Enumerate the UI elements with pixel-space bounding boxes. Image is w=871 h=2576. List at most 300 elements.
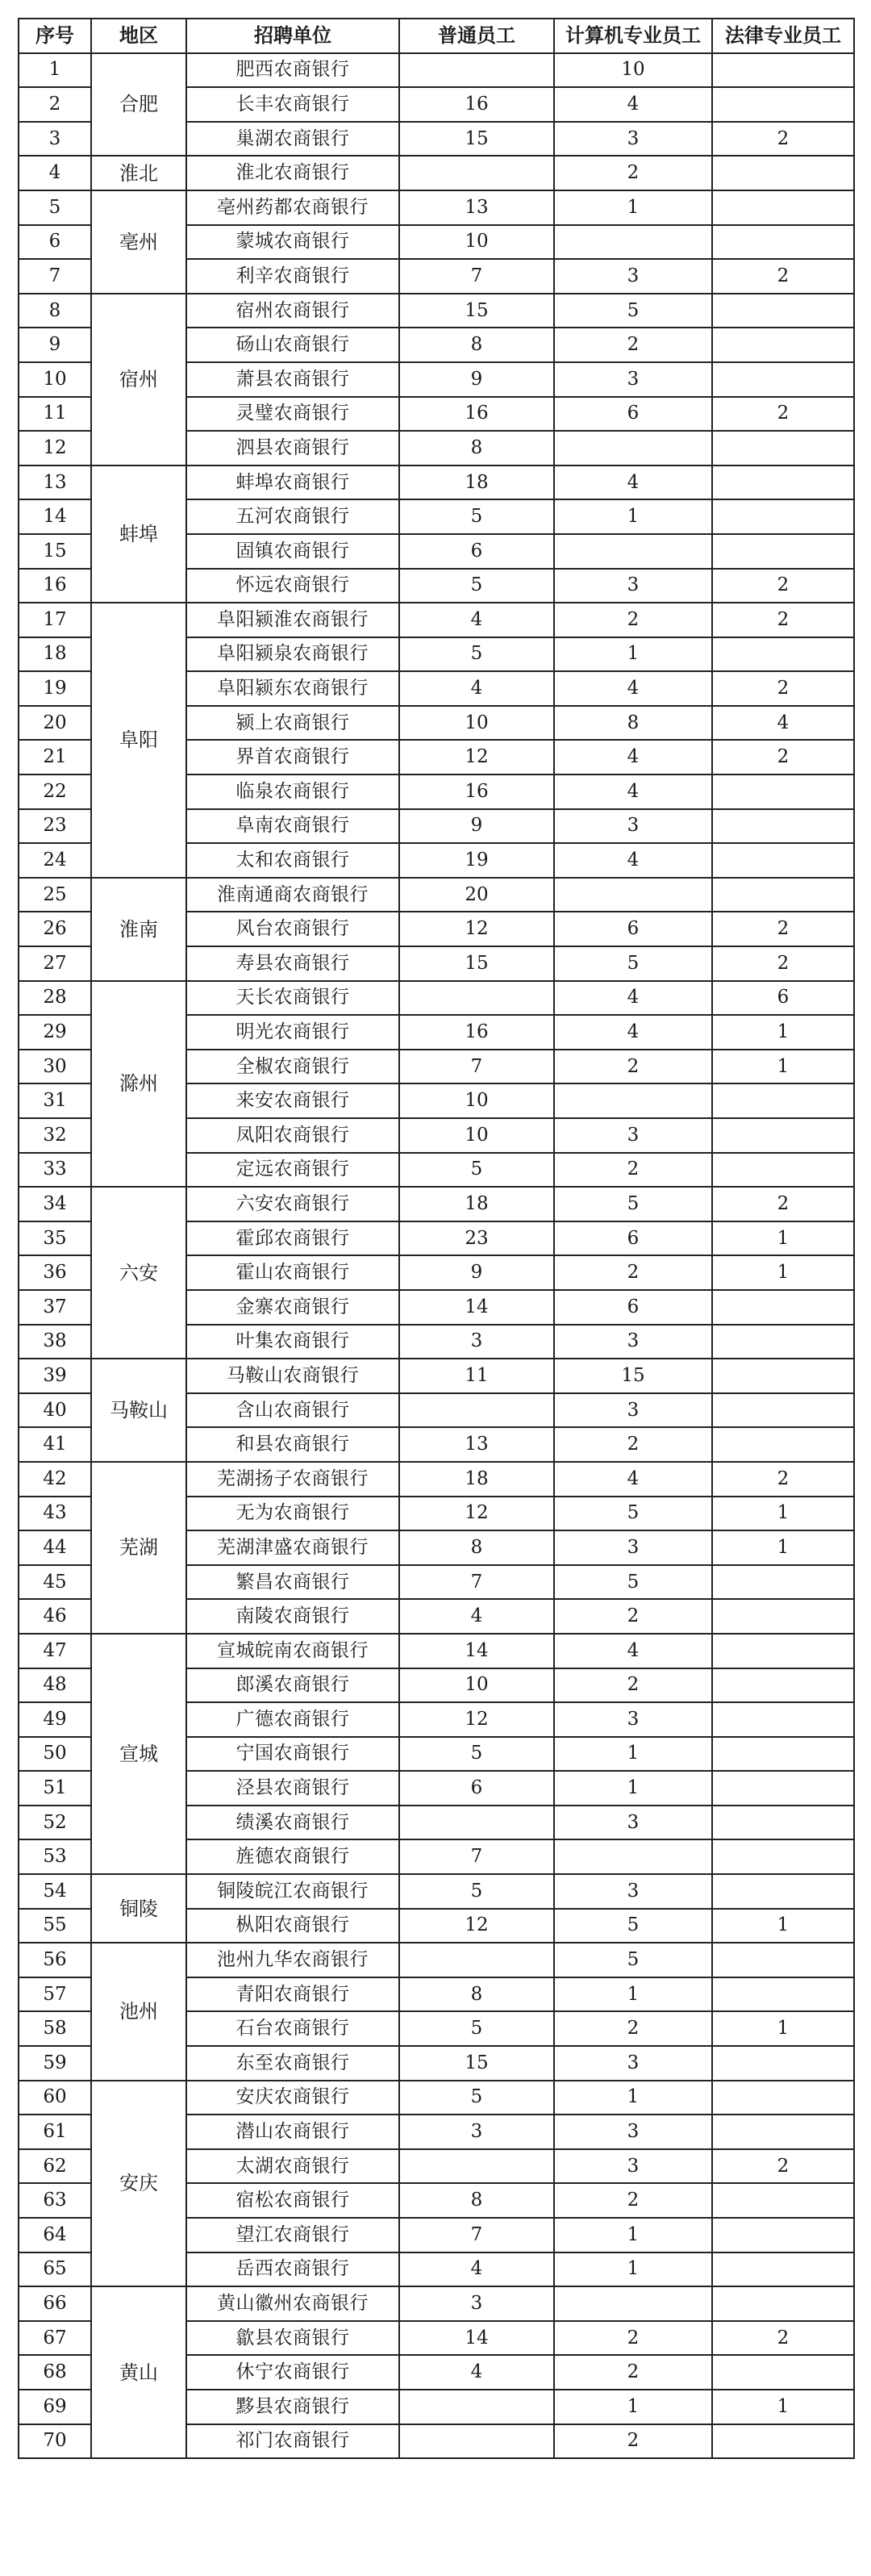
cell-ordinary: 5 xyxy=(399,569,554,603)
cell-law xyxy=(712,499,854,534)
cell-no: 32 xyxy=(19,1118,91,1153)
cell-ordinary: 6 xyxy=(399,534,554,569)
cell-law xyxy=(712,2115,854,2149)
cell-computer: 3 xyxy=(554,1325,712,1359)
cell-law xyxy=(712,2424,854,2459)
cell-unit: 利辛农商银行 xyxy=(186,259,399,294)
cell-law: 2 xyxy=(712,1462,854,1497)
cell-ordinary: 18 xyxy=(399,466,554,500)
cell-law: 2 xyxy=(712,740,854,774)
cell-unit: 马鞍山农商银行 xyxy=(186,1359,399,1393)
cell-ordinary: 9 xyxy=(399,1255,554,1290)
cell-computer: 5 xyxy=(554,1565,712,1600)
cell-unit: 寿县农商银行 xyxy=(186,946,399,981)
cell-no: 40 xyxy=(19,1393,91,1428)
cell-ordinary: 4 xyxy=(399,1599,554,1634)
cell-unit: 泾县农商银行 xyxy=(186,1771,399,1806)
cell-ordinary xyxy=(399,53,554,88)
cell-unit: 和县农商银行 xyxy=(186,1427,399,1462)
cell-law xyxy=(712,843,854,878)
cell-computer: 3 xyxy=(554,1118,712,1153)
cell-unit: 祁门农商银行 xyxy=(186,2424,399,2459)
cell-unit: 界首农商银行 xyxy=(186,740,399,774)
cell-ordinary xyxy=(399,1806,554,1840)
cell-unit: 五河农商银行 xyxy=(186,499,399,534)
cell-no: 61 xyxy=(19,2115,91,2149)
cell-law xyxy=(712,1359,854,1393)
cell-ordinary: 4 xyxy=(399,671,554,706)
cell-computer: 1 xyxy=(554,2218,712,2252)
cell-ordinary: 5 xyxy=(399,637,554,672)
cell-ordinary: 8 xyxy=(399,328,554,362)
cell-no: 16 xyxy=(19,569,91,603)
cell-law xyxy=(712,534,854,569)
cell-law: 6 xyxy=(712,981,854,1016)
cell-no: 35 xyxy=(19,1221,91,1256)
cell-law: 2 xyxy=(712,603,854,637)
cell-no: 11 xyxy=(19,397,91,432)
cell-law xyxy=(712,1771,854,1806)
cell-ordinary xyxy=(399,1943,554,1977)
cell-unit: 蒙城农商银行 xyxy=(186,225,399,260)
cell-unit: 明光农商银行 xyxy=(186,1015,399,1050)
cell-ordinary: 9 xyxy=(399,809,554,844)
cell-unit: 砀山农商银行 xyxy=(186,328,399,362)
cell-computer: 4 xyxy=(554,843,712,878)
cell-unit: 含山农商银行 xyxy=(186,1393,399,1428)
cell-unit: 广德农商银行 xyxy=(186,1702,399,1737)
cell-computer: 2 xyxy=(554,1427,712,1462)
cell-no: 46 xyxy=(19,1599,91,1634)
cell-unit: 天长农商银行 xyxy=(186,981,399,1016)
cell-law xyxy=(712,362,854,397)
cell-no: 13 xyxy=(19,466,91,500)
cell-computer: 2 xyxy=(554,1668,712,1703)
cell-law xyxy=(712,774,854,809)
cell-law xyxy=(712,156,854,190)
cell-computer: 5 xyxy=(554,1909,712,1943)
table-row xyxy=(19,466,854,500)
cell-computer: 4 xyxy=(554,740,712,774)
cell-ordinary: 15 xyxy=(399,122,554,157)
cell-ordinary: 20 xyxy=(399,878,554,912)
cell-computer: 6 xyxy=(554,397,712,432)
cell-ordinary: 13 xyxy=(399,1427,554,1462)
cell-no: 41 xyxy=(19,1427,91,1462)
cell-unit: 无为农商银行 xyxy=(186,1497,399,1531)
cell-ordinary: 16 xyxy=(399,87,554,122)
cell-law xyxy=(712,1737,854,1772)
cell-ordinary: 11 xyxy=(399,1359,554,1393)
cell-region: 安庆 xyxy=(91,2081,186,2287)
cell-ordinary: 13 xyxy=(399,190,554,225)
cell-computer: 1 xyxy=(554,1771,712,1806)
cell-region: 亳州 xyxy=(91,190,186,294)
cell-law xyxy=(712,1083,854,1118)
cell-computer: 4 xyxy=(554,774,712,809)
recruitment-table xyxy=(18,18,855,2459)
cell-unit: 岳西农商银行 xyxy=(186,2252,399,2287)
cell-ordinary: 18 xyxy=(399,1187,554,1221)
cell-region: 蚌埠 xyxy=(91,466,186,603)
cell-unit: 巢湖农商银行 xyxy=(186,122,399,157)
cell-no: 62 xyxy=(19,2149,91,2184)
cell-ordinary: 12 xyxy=(399,912,554,946)
cell-no: 2 xyxy=(19,87,91,122)
cell-ordinary: 3 xyxy=(399,2286,554,2321)
cell-no: 15 xyxy=(19,534,91,569)
cell-no: 27 xyxy=(19,946,91,981)
cell-ordinary: 15 xyxy=(399,946,554,981)
cell-law: 1 xyxy=(712,1530,854,1565)
cell-computer: 2 xyxy=(554,1153,712,1188)
cell-ordinary: 16 xyxy=(399,1015,554,1050)
cell-law: 1 xyxy=(712,2011,854,2046)
cell-unit: 肥西农商银行 xyxy=(186,53,399,88)
cell-no: 58 xyxy=(19,2011,91,2046)
cell-computer: 4 xyxy=(554,466,712,500)
cell-unit: 颍上农商银行 xyxy=(186,706,399,741)
cell-no: 12 xyxy=(19,431,91,466)
cell-law xyxy=(712,1874,854,1909)
cell-no: 31 xyxy=(19,1083,91,1118)
cell-region: 铜陵 xyxy=(91,1874,186,1943)
cell-computer: 1 xyxy=(554,1737,712,1772)
cell-computer xyxy=(554,1083,712,1118)
cell-law: 1 xyxy=(712,1221,854,1256)
cell-ordinary: 12 xyxy=(399,1497,554,1531)
cell-no: 51 xyxy=(19,1771,91,1806)
cell-no: 36 xyxy=(19,1255,91,1290)
cell-no: 56 xyxy=(19,1943,91,1977)
cell-unit: 宿松农商银行 xyxy=(186,2183,399,2218)
cell-unit: 蚌埠农商银行 xyxy=(186,466,399,500)
cell-ordinary: 6 xyxy=(399,1771,554,1806)
cell-law xyxy=(712,1839,854,1874)
cell-region: 合肥 xyxy=(91,53,186,157)
cell-computer: 3 xyxy=(554,2149,712,2184)
header-row xyxy=(19,19,854,53)
cell-unit: 黄山徽州农商银行 xyxy=(186,2286,399,2321)
cell-law: 2 xyxy=(712,912,854,946)
cell-unit: 泗县农商银行 xyxy=(186,431,399,466)
cell-law xyxy=(712,1634,854,1668)
cell-ordinary: 15 xyxy=(399,2046,554,2081)
cell-law xyxy=(712,466,854,500)
cell-no: 69 xyxy=(19,2390,91,2424)
cell-computer: 3 xyxy=(554,1393,712,1428)
cell-ordinary: 7 xyxy=(399,2218,554,2252)
cell-law xyxy=(712,2286,854,2321)
cell-no: 20 xyxy=(19,706,91,741)
cell-law xyxy=(712,1393,854,1428)
cell-unit: 太和农商银行 xyxy=(186,843,399,878)
cell-computer: 4 xyxy=(554,1015,712,1050)
cell-computer: 2 xyxy=(554,1050,712,1084)
cell-ordinary: 5 xyxy=(399,2081,554,2115)
cell-no: 21 xyxy=(19,740,91,774)
cell-ordinary: 5 xyxy=(399,2011,554,2046)
cell-region: 黄山 xyxy=(91,2286,186,2458)
header-no: 序号 xyxy=(19,19,91,53)
cell-unit: 枞阳农商银行 xyxy=(186,1909,399,1943)
cell-no: 63 xyxy=(19,2183,91,2218)
cell-ordinary: 14 xyxy=(399,1634,554,1668)
cell-ordinary xyxy=(399,2149,554,2184)
cell-ordinary: 8 xyxy=(399,1530,554,1565)
cell-computer: 3 xyxy=(554,2115,712,2149)
cell-no: 54 xyxy=(19,1874,91,1909)
cell-ordinary xyxy=(399,981,554,1016)
cell-ordinary: 8 xyxy=(399,1977,554,2012)
cell-ordinary: 18 xyxy=(399,1462,554,1497)
cell-unit: 阜阳颍东农商银行 xyxy=(186,671,399,706)
cell-unit: 来安农商银行 xyxy=(186,1083,399,1118)
cell-no: 44 xyxy=(19,1530,91,1565)
cell-unit: 固镇农商银行 xyxy=(186,534,399,569)
cell-law: 2 xyxy=(712,2321,854,2356)
cell-ordinary: 5 xyxy=(399,1737,554,1772)
cell-ordinary: 16 xyxy=(399,397,554,432)
cell-unit: 长丰农商银行 xyxy=(186,87,399,122)
table-row xyxy=(19,190,854,225)
cell-no: 52 xyxy=(19,1806,91,1840)
cell-no: 39 xyxy=(19,1359,91,1393)
cell-unit: 繁昌农商银行 xyxy=(186,1565,399,1600)
cell-law xyxy=(712,1977,854,2012)
cell-computer: 5 xyxy=(554,1187,712,1221)
cell-computer: 2 xyxy=(554,2011,712,2046)
cell-ordinary: 3 xyxy=(399,2115,554,2149)
cell-computer: 1 xyxy=(554,637,712,672)
cell-no: 30 xyxy=(19,1050,91,1084)
cell-unit: 灵璧农商银行 xyxy=(186,397,399,432)
header-law: 法律专业员工 xyxy=(712,19,854,53)
cell-computer: 10 xyxy=(554,53,712,88)
cell-computer: 1 xyxy=(554,2252,712,2287)
table-row xyxy=(19,1462,854,1497)
cell-computer: 4 xyxy=(554,87,712,122)
table-row xyxy=(19,1874,854,1909)
cell-ordinary: 8 xyxy=(399,431,554,466)
cell-unit: 宿州农商银行 xyxy=(186,294,399,328)
cell-computer: 4 xyxy=(554,1462,712,1497)
cell-computer: 2 xyxy=(554,328,712,362)
cell-no: 64 xyxy=(19,2218,91,2252)
cell-ordinary: 9 xyxy=(399,362,554,397)
cell-computer: 1 xyxy=(554,190,712,225)
cell-unit: 黟县农商银行 xyxy=(186,2390,399,2424)
cell-no: 7 xyxy=(19,259,91,294)
cell-ordinary: 12 xyxy=(399,740,554,774)
cell-no: 57 xyxy=(19,1977,91,2012)
cell-ordinary: 10 xyxy=(399,1083,554,1118)
cell-no: 68 xyxy=(19,2355,91,2390)
cell-ordinary: 10 xyxy=(399,1118,554,1153)
cell-no: 67 xyxy=(19,2321,91,2356)
cell-region: 芜湖 xyxy=(91,1462,186,1634)
cell-region: 淮南 xyxy=(91,878,186,981)
cell-no: 3 xyxy=(19,122,91,157)
cell-computer: 3 xyxy=(554,362,712,397)
table-row xyxy=(19,981,854,1016)
cell-law xyxy=(712,2081,854,2115)
cell-no: 53 xyxy=(19,1839,91,1874)
table-row xyxy=(19,53,854,88)
header-unit: 招聘单位 xyxy=(186,19,399,53)
cell-law: 1 xyxy=(712,1255,854,1290)
cell-ordinary: 15 xyxy=(399,294,554,328)
cell-computer: 2 xyxy=(554,603,712,637)
table-body xyxy=(19,53,854,2459)
cell-unit: 铜陵皖江农商银行 xyxy=(186,1874,399,1909)
cell-unit: 霍邱农商银行 xyxy=(186,1221,399,1256)
cell-computer: 3 xyxy=(554,1702,712,1737)
cell-region: 滁州 xyxy=(91,981,186,1188)
cell-unit: 定远农商银行 xyxy=(186,1153,399,1188)
cell-computer: 3 xyxy=(554,569,712,603)
cell-ordinary: 5 xyxy=(399,1874,554,1909)
cell-unit: 太湖农商银行 xyxy=(186,2149,399,2184)
cell-computer: 6 xyxy=(554,1290,712,1325)
cell-law: 1 xyxy=(712,1909,854,1943)
cell-no: 25 xyxy=(19,878,91,912)
cell-computer: 1 xyxy=(554,1977,712,2012)
cell-computer: 4 xyxy=(554,671,712,706)
cell-region: 阜阳 xyxy=(91,603,186,878)
cell-computer: 2 xyxy=(554,1599,712,1634)
cell-law xyxy=(712,1427,854,1462)
cell-unit: 石台农商银行 xyxy=(186,2011,399,2046)
cell-computer: 2 xyxy=(554,156,712,190)
cell-computer: 1 xyxy=(554,2390,712,2424)
cell-no: 49 xyxy=(19,1702,91,1737)
table-row xyxy=(19,1187,854,1221)
cell-unit: 青阳农商银行 xyxy=(186,1977,399,2012)
cell-no: 38 xyxy=(19,1325,91,1359)
cell-unit: 叶集农商银行 xyxy=(186,1325,399,1359)
cell-unit: 临泉农商银行 xyxy=(186,774,399,809)
cell-unit: 旌德农商银行 xyxy=(186,1839,399,1874)
cell-law: 2 xyxy=(712,671,854,706)
cell-law xyxy=(712,2183,854,2218)
recruitment-table-container xyxy=(18,18,853,2459)
cell-ordinary: 8 xyxy=(399,2183,554,2218)
cell-computer: 4 xyxy=(554,981,712,1016)
cell-ordinary: 19 xyxy=(399,843,554,878)
cell-law xyxy=(712,1806,854,1840)
cell-no: 14 xyxy=(19,499,91,534)
cell-law: 2 xyxy=(712,2149,854,2184)
cell-computer: 1 xyxy=(554,499,712,534)
cell-region: 宿州 xyxy=(91,294,186,466)
cell-law: 2 xyxy=(712,122,854,157)
cell-law xyxy=(712,1668,854,1703)
table-row xyxy=(19,1359,854,1393)
cell-computer: 3 xyxy=(554,1874,712,1909)
cell-no: 24 xyxy=(19,843,91,878)
cell-ordinary: 12 xyxy=(399,1909,554,1943)
cell-ordinary: 4 xyxy=(399,2355,554,2390)
cell-ordinary xyxy=(399,1393,554,1428)
cell-unit: 萧县农商银行 xyxy=(186,362,399,397)
cell-no: 65 xyxy=(19,2252,91,2287)
cell-computer xyxy=(554,534,712,569)
cell-law: 4 xyxy=(712,706,854,741)
cell-unit: 南陵农商银行 xyxy=(186,1599,399,1634)
cell-no: 6 xyxy=(19,225,91,260)
cell-no: 70 xyxy=(19,2424,91,2459)
cell-no: 33 xyxy=(19,1153,91,1188)
cell-computer: 3 xyxy=(554,1806,712,1840)
cell-unit: 淮北农商银行 xyxy=(186,156,399,190)
cell-ordinary xyxy=(399,156,554,190)
cell-unit: 阜南农商银行 xyxy=(186,809,399,844)
cell-computer: 3 xyxy=(554,1530,712,1565)
cell-no: 50 xyxy=(19,1737,91,1772)
cell-computer: 6 xyxy=(554,1221,712,1256)
cell-computer xyxy=(554,2286,712,2321)
cell-law: 2 xyxy=(712,397,854,432)
cell-unit: 安庆农商银行 xyxy=(186,2081,399,2115)
cell-unit: 绩溪农商银行 xyxy=(186,1806,399,1840)
cell-computer: 3 xyxy=(554,809,712,844)
cell-ordinary: 7 xyxy=(399,1050,554,1084)
table-row xyxy=(19,603,854,637)
cell-no: 17 xyxy=(19,603,91,637)
cell-law xyxy=(712,294,854,328)
cell-law xyxy=(712,1943,854,1977)
table-row xyxy=(19,1943,854,1977)
cell-unit: 全椒农商银行 xyxy=(186,1050,399,1084)
cell-law xyxy=(712,431,854,466)
table-row xyxy=(19,156,854,190)
cell-ordinary: 14 xyxy=(399,2321,554,2356)
cell-no: 48 xyxy=(19,1668,91,1703)
cell-law: 1 xyxy=(712,1050,854,1084)
cell-unit: 宁国农商银行 xyxy=(186,1737,399,1772)
cell-no: 8 xyxy=(19,294,91,328)
cell-unit: 歙县农商银行 xyxy=(186,2321,399,2356)
cell-law xyxy=(712,1702,854,1737)
cell-computer: 3 xyxy=(554,2046,712,2081)
cell-unit: 芜湖扬子农商银行 xyxy=(186,1462,399,1497)
cell-computer: 2 xyxy=(554,2183,712,2218)
cell-no: 5 xyxy=(19,190,91,225)
table-row xyxy=(19,294,854,328)
cell-law xyxy=(712,2046,854,2081)
cell-no: 1 xyxy=(19,53,91,88)
cell-computer: 5 xyxy=(554,1943,712,1977)
cell-no: 26 xyxy=(19,912,91,946)
cell-no: 10 xyxy=(19,362,91,397)
cell-no: 9 xyxy=(19,328,91,362)
cell-ordinary: 5 xyxy=(399,1153,554,1188)
cell-ordinary: 4 xyxy=(399,2252,554,2287)
cell-law xyxy=(712,1118,854,1153)
cell-no: 45 xyxy=(19,1565,91,1600)
table-row xyxy=(19,1634,854,1668)
cell-computer: 5 xyxy=(554,294,712,328)
cell-no: 66 xyxy=(19,2286,91,2321)
cell-no: 42 xyxy=(19,1462,91,1497)
cell-unit: 怀远农商银行 xyxy=(186,569,399,603)
cell-law xyxy=(712,637,854,672)
cell-law xyxy=(712,225,854,260)
cell-law xyxy=(712,2218,854,2252)
cell-unit: 凤阳农商银行 xyxy=(186,1118,399,1153)
cell-region: 马鞍山 xyxy=(91,1359,186,1462)
